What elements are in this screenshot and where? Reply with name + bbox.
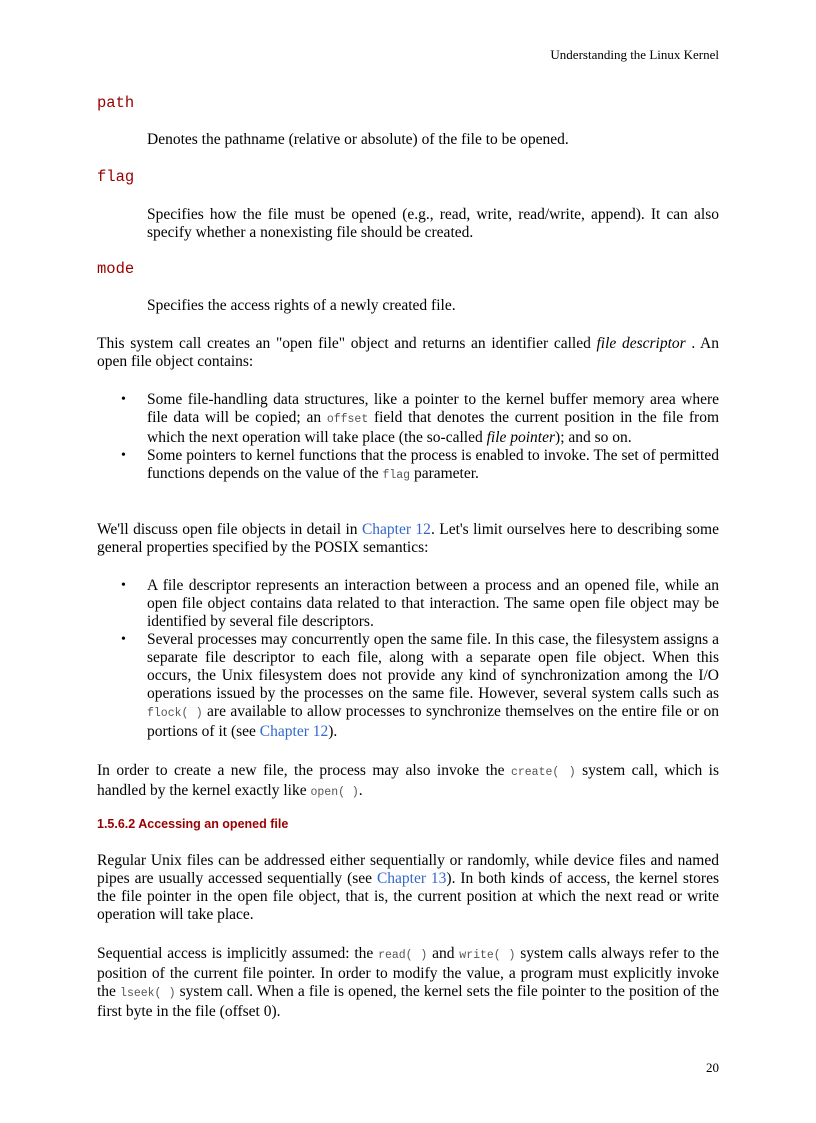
section-heading: 1.5.6.2 Accessing an opened file [97, 817, 289, 831]
code-open: open( ) [310, 786, 359, 799]
code-write: write( ) [459, 949, 516, 962]
text-span: Several processes may concurrently open the same file. In this case, the filesystem assigns a separate file descriptor to each file, along with a separate open file object. When this occurs, the Unix filesystem does not provide any kind of synchronization among the I/O operations issued by the processes on the same file. However, several system calls such as [147, 631, 719, 702]
text-span: field that denotes the current position in the file from which the next operation will take place (the so-called [147, 409, 720, 446]
param-mode-term: mode [97, 260, 135, 278]
param-flag-desc: Specifies how the file must be opened (e.g., read, write, read/write, append). It can also specify whether a nonexisting file should be created. [147, 206, 719, 241]
list-item [147, 447, 719, 485]
text-span: We'll discuss open file objects in detail in [97, 521, 362, 538]
param-mode-desc: Specifies the access rights of a newly created file. [147, 297, 456, 314]
paragraph-create [97, 762, 719, 802]
text-span: This system call creates an "open file" object and returns an identifier called [97, 335, 597, 352]
list-item [147, 391, 719, 447]
text-span: Regular Unix files can be addressed either sequentially or randomly, while device files and named pipes are usually accessed sequentially (see [97, 852, 719, 887]
running-header: Understanding the Linux Kernel [550, 47, 719, 62]
code-flock: flock( ) [147, 707, 203, 720]
page-number: 20 [706, 1060, 719, 1075]
code-lseek: lseek( ) [120, 987, 176, 1000]
text-span: . [358, 782, 363, 799]
text-span: and [427, 945, 460, 962]
emphasis-file-descriptor: file descriptor [596, 335, 686, 352]
text-span: system call, which is handled by the kernel exactly like [97, 762, 719, 799]
emphasis-file-pointer: file pointer [486, 429, 556, 446]
bullet-list-posix [97, 577, 719, 741]
text-span: ); and so on. [555, 429, 632, 446]
chapter-13-link[interactable]: Chapter 13 [376, 870, 447, 887]
param-path-term: path [97, 94, 135, 112]
code-create: create( ) [510, 766, 576, 779]
paragraph-sequential [97, 945, 719, 1021]
text-span: . Let's limit ourselves here to describing some general properties specified by the POSIX semantics: [97, 521, 719, 556]
text-span: In order to create a new file, the process may also invoke the [97, 762, 511, 779]
text-span: system call. When a file is opened, the kernel sets the file pointer to the position of the first byte in the file (offset 0). [97, 983, 719, 1020]
chapter-12-link[interactable]: Chapter 12 [259, 723, 329, 740]
chapter-12-link[interactable]: Chapter 12 [361, 521, 431, 538]
text-span: ). In both kinds of access, the kernel stores the file pointer in the open file object, that is, the current position at which the next read or write operation will take place. [97, 870, 719, 923]
list-item [147, 631, 719, 741]
bullet-list-open-file [97, 391, 719, 485]
paragraph-access [97, 852, 719, 924]
text-span: are available to allow processes to synchronize themselves on the entire file or on portions of it (see [147, 703, 719, 740]
code-read: read( ) [378, 949, 428, 962]
text-span: Some file-handling data structures, like a pointer to the kernel buffer memory area where file data will be copied; an [147, 391, 719, 426]
text-span: parameter. [410, 465, 479, 482]
list-item: • A file descriptor represents an interaction between a process and an opened file, while an open file object contains data related to that interaction. The same open file object may be identified by several file descriptors. [147, 577, 719, 631]
text-span: Sequential access is implicitly assumed: the [97, 945, 379, 962]
text-span: . An open file object contains: [97, 335, 719, 370]
text-span: ). [328, 723, 338, 740]
text-span: system calls always refer to the position of the current file pointer. In order to modify the value, a program must explicitly invoke the [97, 945, 719, 1000]
paragraph-open-file [97, 335, 719, 371]
code-offset: offset [326, 413, 369, 426]
paragraph-posix [97, 521, 719, 557]
text-span: Some pointers to kernel functions that the process is enabled to invoke. The set of permitted functions depends on the value of the [147, 447, 719, 482]
param-path-desc: Denotes the pathname (relative or absolute) of the file to be opened. [147, 131, 569, 148]
code-flag: flag [382, 469, 411, 482]
param-flag-term: flag [97, 168, 135, 186]
